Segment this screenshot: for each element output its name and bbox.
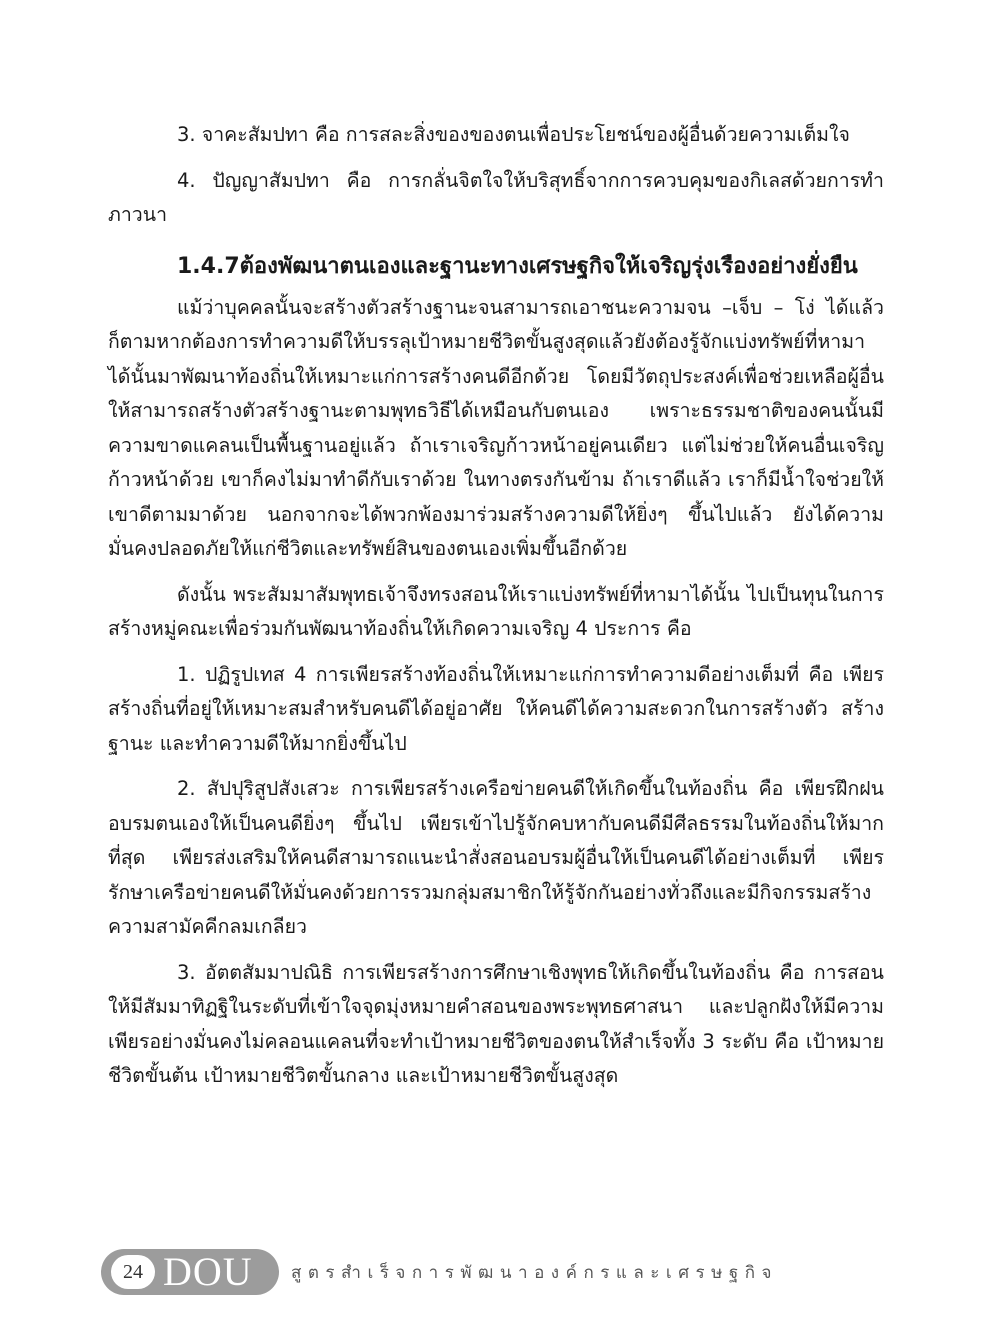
paragraph-jaga-sampada: 3. จาคะสัมปทา คือ การสละสิ่งของของตนเพื่อประโยชน์ของผู้อื่นด้วยความเต็มใจ xyxy=(177,123,850,146)
paragraph-therefore: ดังนั้น พระสัมมาสัมพุทธเจ้าจึงทรงสอนให้เราแบ่งทรัพย์ที่หามาได้นั้น ไปเป็นทุนในการสร้างหมู่คณะเพื่อร่วมกันพัฒนาท้องถิ่นให้เกิดความเจริญ 4 ประการ คือ xyxy=(108,582,884,640)
paragraph-item-1: 1. ปฏิรูปเทส 4 การเพียรสร้างท้องถิ่นให้เหมาะแก่การทำความดีอย่างเต็มที่ คือ เพียรสร้างถิ่นที่อยู่ให้เหมาะสมสำหรับคนดีได้อยู่อาศัย ให้คนดีได้ความสะดวกในการสร้างตัว สร้างฐานะ และทำความดีให้มากยิ่งขึ้นไป xyxy=(108,662,884,755)
paragraph-item-2: 2. สัปปุริสูปสังเสวะ การเพียรสร้างเครือข่ายคนดีให้เกิดขึ้นในท้องถิ่น คือ เพียรฝึกฝนอบรมตนเองให้เป็นคนดียิ่งๆ ขึ้นไป เพียรเข้าไปรู้จักคบหากับคนดีมีศีลธรรมในท้องถิ่นให้มากที่สุด เพียรส่งเสริมให้คนดีสามารถแนะนำสั่งสอนอบรมผู้อื่นให้เป็นคนดีได้อย่างเต็มที่ เพียรรักษาเครือข่ายคนดีให้มั่นคงด้วยการรวมกลุ่มสมาชิกให้รู้จักกันอย่างทั่วถึงและมีกิจกรรมสร้างความสามัคคีกลมเกลียว xyxy=(108,777,884,938)
paragraph-panya-sampada: 4. ปัญญาสัมปทา คือ การกลั่นจิตใจให้บริสุทธิ์จากการควบคุมของกิเลสด้วยการทำภาวนา xyxy=(108,168,884,226)
page-footer xyxy=(101,1249,778,1295)
paragraph-item-3: 3. อัตตสัมมาปณิธิ การเพียรสร้างการศึกษาเชิงพุทธให้เกิดขึ้นในท้องถิ่น คือ การสอนให้มีสัมมาทิฏฐิในระดับที่เข้าใจจุดมุ่งหมายคำสอนของพระพุทธศาสนา และปลูกฝังให้มีความเพียรอย่างมั่นคงไม่คลอนแคลนที่จะทำเป้าหมายชีวิตของตนให้สำเร็จทั้ง 3 ระดับ คือ เป้าหมายชีวิตขั้นต้น เป้าหมายชีวิตขั้นกลาง และเป้าหมายชีวิตขั้นสูงสุด xyxy=(108,960,884,1087)
footer-badge xyxy=(101,1249,279,1295)
book-title: สูตรสำเร็จการพัฒนาองค์กรและเศรษฐกิจ xyxy=(291,1262,778,1283)
dou-logo: DOU xyxy=(163,1249,253,1294)
paragraph-intro: แม้ว่าบุคคลนั้นจะสร้างตัวสร้างฐานะจนสามารถเอาชนะความจน –เจ็บ – โง่ ได้แล้วก็ตามหากต้องการทำความดีให้บรรลุเป้าหมายชีวิตขั้นสูงสุดแล้วยังต้องรู้จักแบ่งทรัพย์ที่หามาได้นั้นมาพัฒนาท้องถิ่นให้เหมาะแก่การสร้างคนดีอีกด้วย โดยมีวัตถุประสงค์เพื่อช่วยเหลือผู้อื่นให้สามารถสร้างตัวสร้างฐานะตามพุทธวิธีได้เหมือนกับตนเอง เพราะธรรมชาติของคนนั้นมีความขาดแคลนเป็นพื้นฐานอยู่แล้ว ถ้าเราเจริญก้าวหน้าอยู่คนเดียว แต่ไม่ช่วยให้คนอื่นเจริญก้าวหน้าด้วย เขาก็คงไม่มาทำดีกับเราด้วย ในทางตรงกันข้าม ถ้าเราดีแล้ว เราก็มีน้ำใจช่วยให้เขาดีตามมาด้วย นอกจากจะได้พวกพ้องมาร่วมสร้างความดีให้ยิ่งๆ ขึ้นไปแล้ว ยังได้ความมั่นคงปลอดภัยให้แก่ชีวิตและทรัพย์สินของตนเองเพิ่มขึ้นอีกด้วย xyxy=(108,295,884,560)
section-heading: 1.4.7ต้องพัฒนาตนเองและฐานะทางเศรษฐกิจให้เจริญรุ่งเรืองอย่างยั่งยืน xyxy=(177,253,858,279)
page-number: 24 xyxy=(111,1255,155,1289)
page-body xyxy=(108,118,884,1105)
